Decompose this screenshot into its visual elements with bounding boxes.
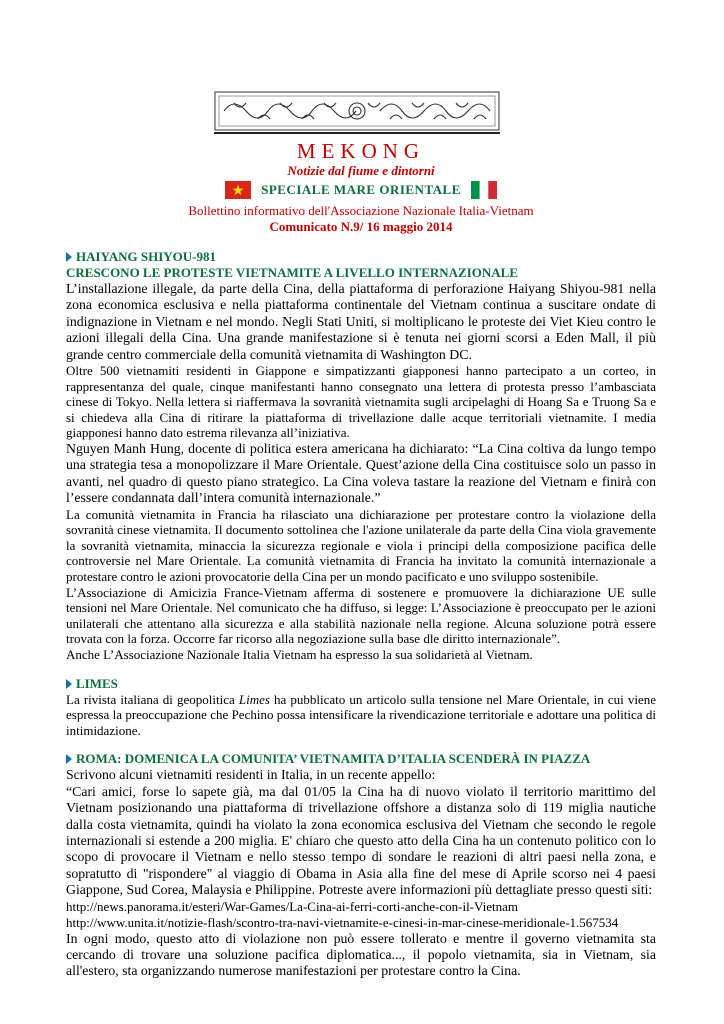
vietnam-flag-icon [225,181,251,199]
document-page [66,88,656,980]
section-haiyang [66,249,656,663]
header-divider [214,132,500,134]
paragraph: L’installazione illegale, da parte della Cina, della piattaforma di perforazione Haiyang Shiyou-981 nella zona economica esclusiva e nella piattaforma continentale del Vietnam continua a suscitare ondate di indignazione in Vietnam e nel mondo. Negli Stati Uniti, si moltiplicano le proteste dei Viet Kieu contro le azioni illegali della Cina. Una grande manifestazione si è tenuta nei giorni scorsi a Eden Mall, il più grande centro commerciale della comunità vietnamita di Washington DC. [66,281,656,362]
text-run: La rivista italiana di geopolitica [66,691,239,707]
paragraph: Oltre 500 vietnamiti residenti in Giappone e simpatizzanti giapponesi hanno partecipato a un corteo, in rappresentanza del quale, cinque manifestanti hanno consegnato una lettera di protesta presso l’ambasciata cinese di Tokyo. Nella lettera si riaffermava la sovranità vietnamita sugli arcipelaghi di Hoang Sa e Truong Sa e si chiedeva alla Cina di ritirare la piattaforma di trivellazione dalle acque territoriali vietnamite. I media giapponesi hanno dato estrema rilevanza all’iniziativa. [66,363,656,441]
paragraph: La comunità vietnamita in Francia ha rilasciato una dichiarazione per protestare contro la violazione della sovranità cinese vietnamita. Il documento sottolinea che l'azione unilaterale da parte della Cina viola gravemente la sovranità vietnamita, minaccia la sicurezza regionale e viola i principi della composizione pacifica delle controversie nel Mare Orientale. La comunità vietnamita di Francia ha invitato la comunità internazionale a protestare contro le azioni provocatorie della Cina per un mondo pacificato e uno sviluppo sostenibile. [66,506,656,584]
section-subheading: CRESCONO LE PROTESTE VIETNAMITE A LIVELLO INTERNAZIONALE [66,265,518,280]
paragraph: Anche L’Associazione Nazionale Italia Vietnam ha espresso la sua solidarietà al Vietnam. [66,646,533,662]
quote-paragraph: “Cari amici, forse lo sapete già, ma dal 01/05 la Cina ha di nuovo violato il territorio marittimo del Vietnam posizionando una piattaforma di trivellazione offshore a distanza solo di 119 miglia nautiche dalla costa vietnamita, quindi ha violato la zona economica esclusiva del Vietnam che secondo le regole internazionali si estende a 200 miglia. E' chiaro che questo atto della Cina ha un contenuto politico con lo scopo di provocare il Vietnam e nello stesso tempo di sondare le reazioni di altri paesi nella zona, e sopratutto di "rispondere" al viaggio di Obama in Asia alla fine del mese di Aprile scorso nei 4 paesi Giappone, Sud Corea, Malaysia e Philippine. Potreste avere informazioni più dettagliate presso questi siti: [66,783,656,898]
section-heading-text: HAIYANG SHIYOU-981 [76,249,217,264]
section-heading-text: LIMES [76,675,118,691]
section-heading [66,249,656,265]
paragraph [66,692,656,739]
paragraph: In ogni modo, questo atto di violazione non può essere tollerato e mentre il governo vietnamita sta cercando di trovare una soluzione pacifica diplomatica..., il popolo vietnamita, sia in Vietnam, sia all'estero, sta organizzando numerose manifestazioni per protestare contro la Cina. [66,930,656,979]
section-limes [66,676,656,739]
paragraph: L’Associazione di Amicizia France-Vietnam afferma di sostenere e promuovere la dichiarazione UE sulle tensioni nel Mare Orientale. Nel comunicato che ha diffuso, si legge: L’Associazione è preoccupato per le azioni unilaterali che attentano alla sicurezza e alla stabilità nazionale nella regione. Alcuna soluzione potrà essere trovata con la forza. Occorre far ricorso alla negoziazione sulla base dle diritto internazionale”. [66,584,656,647]
paragraph: Scrivono alcuni vietnamiti residenti in Italia, in un recente appello: [66,767,436,783]
link-unita[interactable]: http://www.unita.it/notizie-flash/scontro-tra-navi-vietnamite-e-cinesi-in-mar-cinese-meridionale-1.567534 [66,914,619,930]
paragraph: Nguyen Manh Hung, docente di politica estera americana ha dichiarato: “La Cina coltiva da lungo tempo una strategia tesa a monopolizzare il Mare Orientale. Quest’azione della Cina costituisce solo un passo in avanti, nel quadro di questo piano strategico. La Cina voleva tastare la reazione del Vietnam e finirà con l’essere condannata dall’intera comunità internazionale.” [66,441,656,506]
italy-flag-icon [471,181,497,199]
special-banner [66,181,656,199]
triangle-bullet-icon [66,754,72,764]
newsletter-title: MEKONG [296,139,426,163]
link-panorama[interactable]: http://news.panorama.it/esteri/War-Games/La-Cina-ai-ferri-corti-anche-con-il-Vietnam [66,898,518,914]
triangle-bullet-icon [66,679,72,689]
publication-name: Limes [238,691,270,707]
section-heading [66,676,656,692]
section-heading [66,751,656,767]
special-label: SPECIALE MARE ORIENTALE [261,182,461,197]
decorative-ornament [214,88,500,132]
masthead [66,139,656,235]
section-roma [66,751,656,979]
comunicato-line: Comunicato N.9/ 16 maggio 2014 [269,219,453,234]
text-run: ha pubblicato un articolo sulla tensione nel Mare Orientale, in cui viene espressa la preoccupazione che Pechino possa intensificare la rivendicazione territoriale e adottare una politica di intimidazione. [66,691,656,738]
bulletin-line: Bollettino informativo dell'Associazione Nazionale Italia-Vietnam [188,203,534,218]
newsletter-subtitle: Notizie dal fiume e dintorni [287,163,435,178]
section-heading-text: ROMA: DOMENICA LA COMUNITA’ VIETNAMITA D’ITALIA SCENDERÀ IN PIAZZA [76,751,591,767]
triangle-bullet-icon [66,252,72,262]
